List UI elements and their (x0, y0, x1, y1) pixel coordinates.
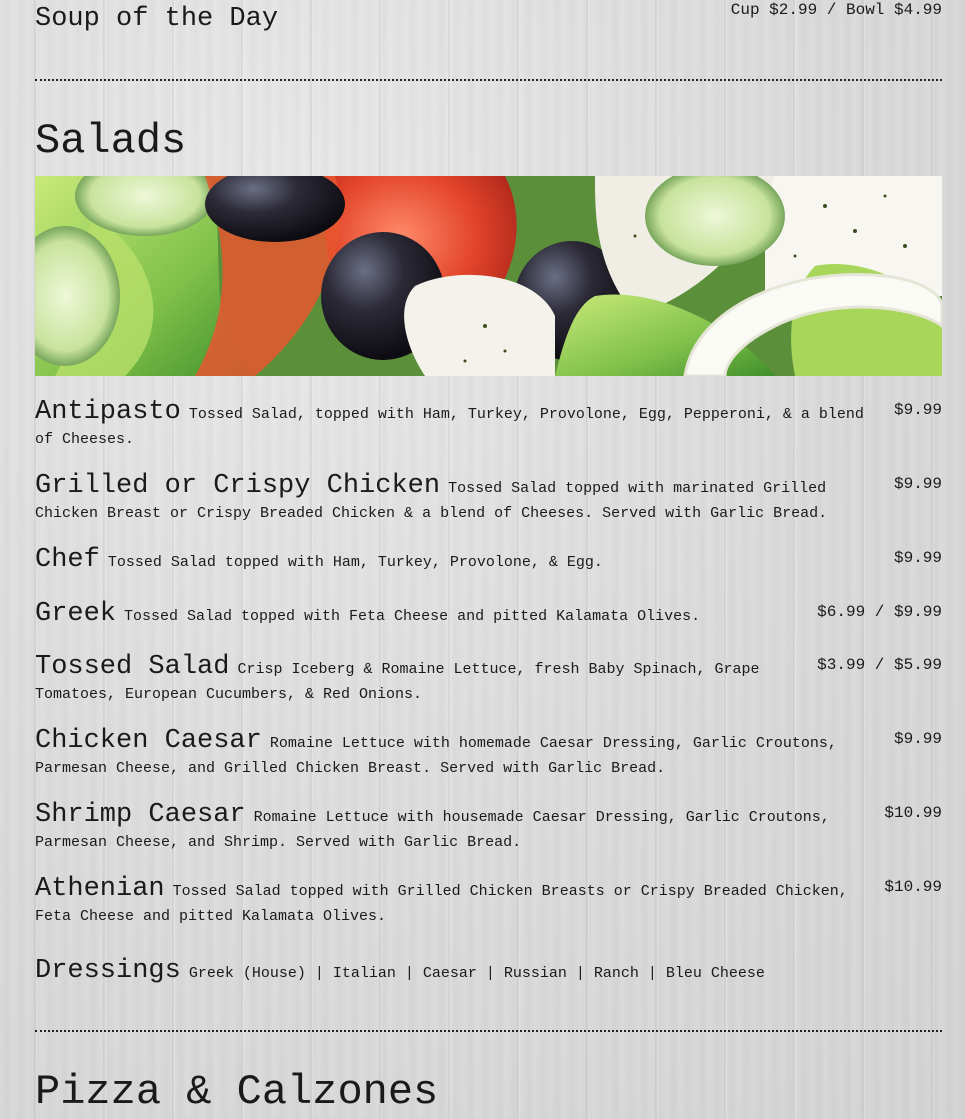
section-divider (35, 79, 942, 81)
menu-item (35, 874, 942, 929)
menu-item-name: Chef (35, 545, 100, 575)
menu-item-description: Tossed Salad topped with Ham, Turkey, Provolone, & Egg. (107, 554, 603, 571)
menu-item (35, 800, 942, 855)
soup-name: Soup of the Day (35, 4, 279, 34)
menu-item-price: $10.99 (884, 804, 942, 822)
menu-item-name: Athenian (35, 874, 165, 904)
menu-item-description: Tossed Salad, topped with Ham, Turkey, Provolone, Egg, Pepperoni, & a blend of Cheeses. (35, 406, 864, 448)
menu-item-description: Tossed Salad topped with Feta Cheese and pitted Kalamata Olives. (124, 608, 701, 625)
menu-item-price: $9.99 (893, 730, 942, 748)
menu-item-price: $9.99 (893, 549, 942, 567)
menu-item-name: Tossed Salad (35, 652, 230, 682)
menu-item (35, 726, 942, 781)
menu-item-name: Greek (35, 599, 117, 629)
menu-item-description: Romaine Lettuce with housemade Caesar Dressing, Garlic Croutons, Parmesan Cheese, and Shrimp. Served with Garlic Bread. (35, 809, 830, 851)
menu-item-price: $10.99 (884, 878, 942, 896)
menu-item-description: Romaine Lettuce with homemade Caesar Dressing, Garlic Croutons, Parmesan Cheese, and Grilled Chicken Breast. Served with Garlic Bread. (35, 735, 837, 777)
menu-item-name: Chicken Caesar (35, 726, 262, 756)
section-title-pizza: Pizza & Calzones (35, 1068, 439, 1116)
menu-item-description: Tossed Salad topped with Grilled Chicken Breasts or Crispy Breaded Chicken, Feta Cheese and pitted Kalamata Olives. (35, 883, 848, 925)
section-title-salads: Salads (35, 117, 187, 165)
dressings-list: Greek (House) | Italian | Caesar | Russian | Ranch | Bleu Cheese (188, 965, 765, 982)
menu-item (35, 397, 942, 452)
menu-item-description: Crisp Iceberg & Romaine Lettuce, fresh Baby Spinach, Grape Tomatoes, European Cucumbers, & Red Onions. (35, 661, 760, 703)
menu-item (35, 599, 942, 629)
section-divider (35, 1030, 942, 1032)
dressings-label: Dressings (35, 956, 181, 986)
soup-price: Cup $2.99 / Bowl $4.99 (730, 1, 942, 19)
menu-item (35, 545, 942, 575)
menu-item (35, 471, 942, 526)
menu-item-price: $9.99 (893, 475, 942, 493)
dressings-row (35, 956, 765, 989)
menu-item-price: $3.99 / $5.99 (817, 656, 942, 674)
menu-item (35, 652, 942, 707)
menu-item-price: $6.99 / $9.99 (817, 603, 942, 621)
salad-banner-image (35, 176, 942, 376)
menu-item-price: $9.99 (893, 401, 942, 419)
menu-item-name: Grilled or Crispy Chicken (35, 471, 441, 501)
soup-row (35, 0, 942, 40)
menu-item-description: Tossed Salad topped with marinated Grilled Chicken Breast or Crispy Breaded Chicken & a blend of Cheeses. Served with Garlic Bread. (35, 480, 828, 522)
menu-item-name: Antipasto (35, 397, 181, 427)
menu-item-name: Shrimp Caesar (35, 800, 246, 830)
